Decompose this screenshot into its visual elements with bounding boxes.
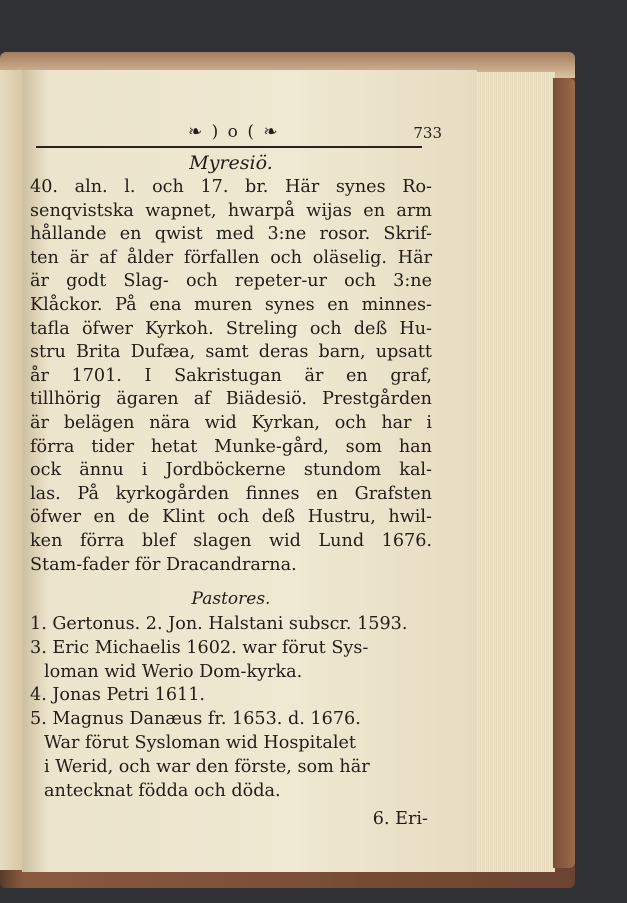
header-rule [36,146,422,148]
pastor-line: antecknat födda och döda. [44,780,281,801]
body-line: tillhörig ägaren af Biädesiö. Prestgården [30,389,432,410]
pastor-line: 3. Eric Michaelis 1602. war förut Sys- [30,637,369,658]
page-title: Myresiö. [189,152,273,174]
body-line: las. På kyrkogården finnes en Grafsten [30,483,432,504]
body-line: hållande en qwist med 3:ne rosor. Skrif- [30,224,432,245]
pastor-line: War förut Sysloman wid Hospitalet [44,733,356,754]
body-paragraph [30,176,432,577]
body-line: ock ännu i Jordböckerne stundom kal- [30,460,432,481]
body-line: Stam-fader för Dracandrarna. [30,554,297,575]
left-page-sliver [0,70,22,870]
pastor-line: 1. Gertonus. 2. Jon. Halstani subscr. 1593. [30,614,408,635]
body-line: ten är af ålder förfallen och oläselig. Här [30,247,432,268]
body-line: stru Brita Dufæa, samt deras barn, upsatt [30,342,432,363]
section-heading: Pastores. [191,589,271,610]
header-ornament: ❧ ) o ( ❧ [188,122,280,142]
page-text [30,120,442,830]
body-line: är godt Slag- och repeter-ur och 3:ne [30,271,432,292]
catchword: 6. Eri- [372,809,428,830]
body-line: senqvistska wapnet, hwarpå wijas en arm [30,200,432,221]
body-line: förra tider hetat Munke-gård, som han [30,436,432,457]
running-header [30,120,442,148]
body-line: 40. aln. l. och 17. br. Här synes Ro- [30,177,432,197]
body-line: år 1701. I Sakristugan är en graf, [30,365,432,386]
body-line: Klåckor. På ena muren synes en minnes- [30,294,432,315]
body-line: tafla öfwer Kyrkoh. Streling och deß Hu- [30,318,432,339]
pastor-list [30,613,432,803]
pastor-line: loman wid Werio Dom-kyrka. [44,661,303,682]
pastor-line: i Werid, och war den förste, som här [44,756,370,777]
pastor-line: 4. Jonas Petri 1611. [30,685,205,706]
page-edges [477,72,555,872]
body-line: öfwer en de Klint och deß Hustru, hwil- [30,507,432,528]
page-number: 733 [413,124,442,142]
pastor-line: 5. Magnus Danæus fr. 1653. d. 1676. [30,709,361,730]
body-line: är belägen nära wid Kyrkan, och har i [30,412,432,433]
book-fore-edge-cover [553,78,575,868]
body-line: ken förra blef slagen wid Lund 1676. [30,530,432,551]
